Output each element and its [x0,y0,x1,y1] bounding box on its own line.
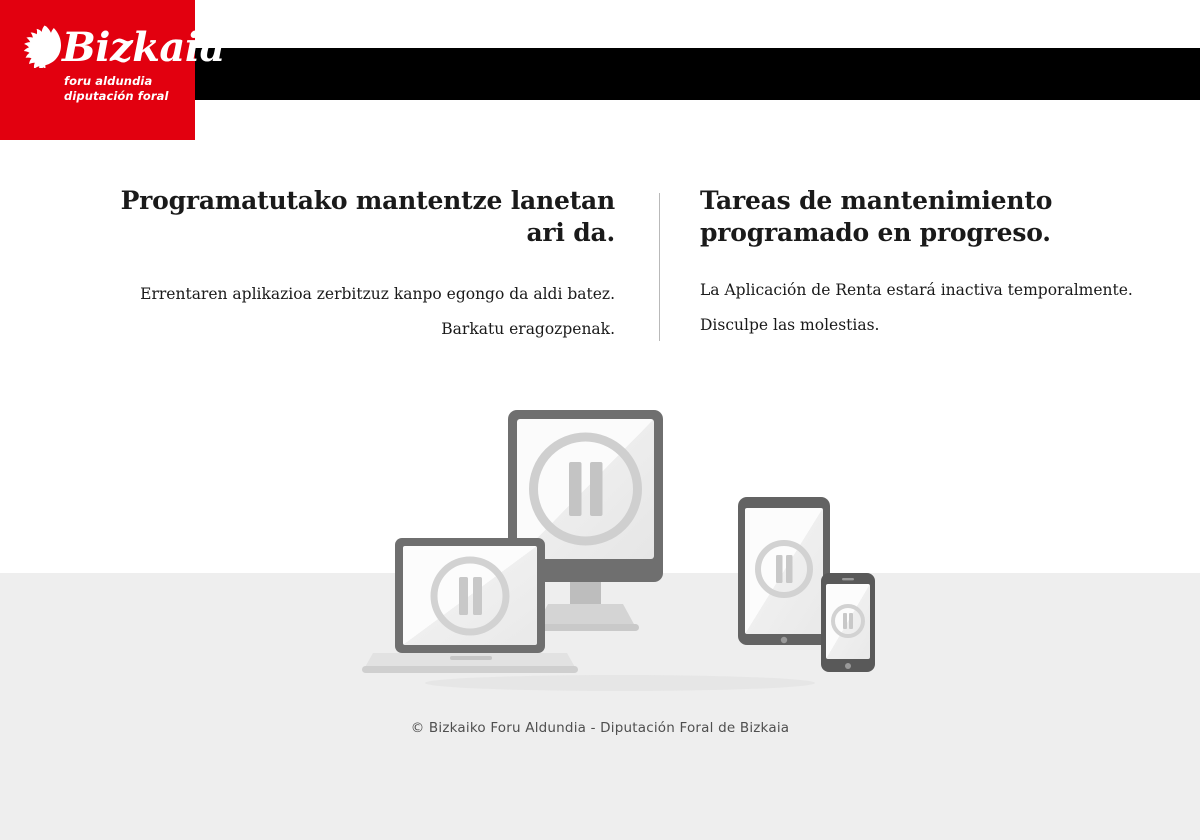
headline-basque: Programatutako mantentze lanetan ari da. [120,186,615,247]
message-spanish-line1: La Aplicación de Renta estará inactiva temporalmente. [700,281,1133,299]
message-spanish-line2: Disculpe las molestias. [700,316,880,334]
bizkaia-logo[interactable] [0,0,225,140]
logo-subtitle-es: diputación foral [64,89,169,103]
message-column-spanish [700,185,1200,336]
message-column-basque [95,185,615,340]
logo-subtitle-eu: foru aldundia [64,74,153,88]
logo-wordmark: Bizkaia [62,24,225,71]
header-black-bar [195,48,1200,100]
tablet [738,497,830,645]
headline-spanish: Tareas de mantenimiento programado en progreso. [700,186,1053,247]
message-basque-line1: Errentaren aplikazioa zerbitzuz kanpo egongo da aldi batez. [140,285,615,303]
oak-leaf-icon [22,24,66,68]
devices-maintenance-pause-illustration [340,400,900,700]
footer-copyright: © Bizkaiko Foru Aldundia - Diputación Foral de Bizkaia [410,720,790,736]
column-divider [659,193,660,341]
smartphone [821,573,875,672]
page-header [0,0,1200,140]
maintenance-message-block [0,185,1200,360]
message-basque-line2: Barkatu eragozpenak. [441,320,615,338]
